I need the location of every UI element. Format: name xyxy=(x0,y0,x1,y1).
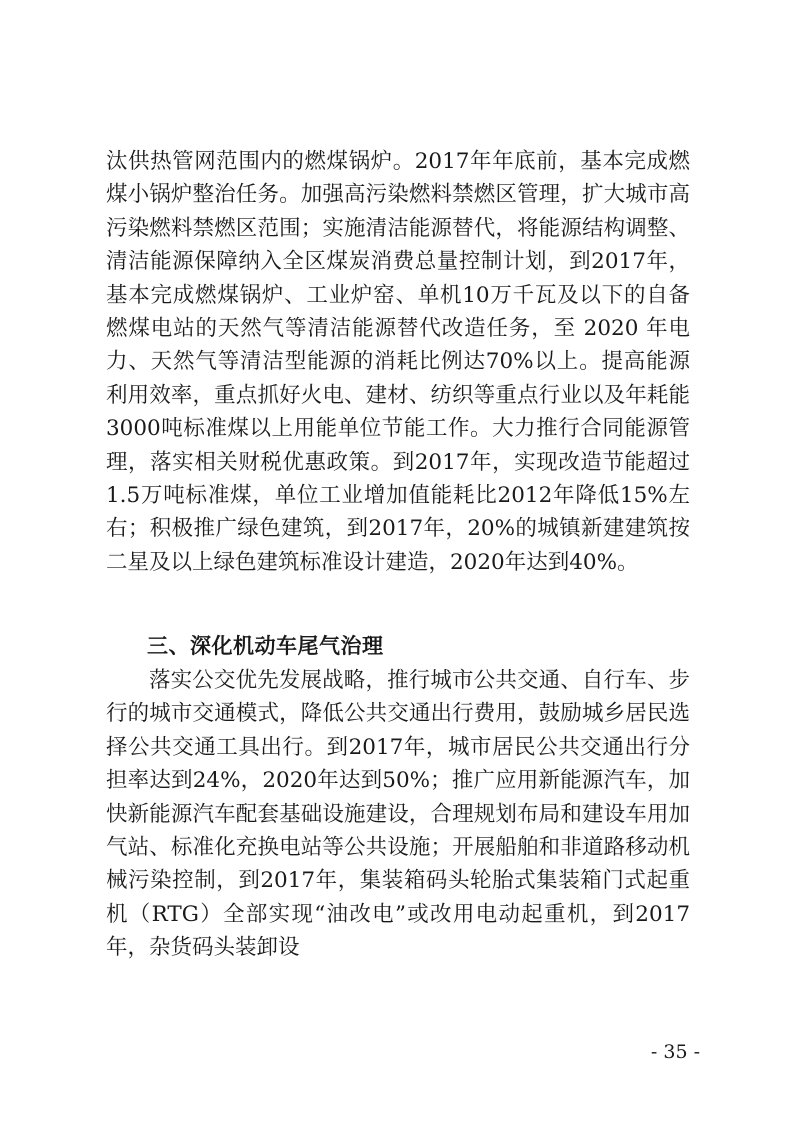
section-heading: 三、深化机动车尾气治理 xyxy=(147,634,384,658)
body-paragraph-1: 汰供热管网范围内的燃煤锅炉。2017年年底前，基本完成燃煤小锅炉整治任务。加强高污染燃料禁燃区管理，扩大城市高污染燃料禁燃区范围；实施清洁能源替代，将能源结构调整、清洁能源保障纳入全区煤炭消费总量控制计划，到2017年，基本完成燃煤锅炉、工业炉窑、单机10万千瓦及以下的自备燃煤电站的天然气等清洁能源替代改造任务，至 2020 年电力、天然气等清洁型能源的消耗比例达70%以上。提高能源利用效率，重点抓好火电、建材、纺织等重点行业以及年耗能3000吨标准煤以上用能单位节能工作。大力推行合同能源管理，落实相关财税优惠政策。到2017年，实现改造节能超过1.5万吨标准煤，单位工业增加值能耗比2012年降低15%左右；积极推广绿色建筑，到2017年，20%的城镇新建建筑按二星及以上绿色建筑标准设计建造，2020年达到40%。 xyxy=(106,149,690,575)
page-number: - 35 - xyxy=(650,1041,700,1063)
body-paragraph-2: 落实公交优先发展战略，推行城市公共交通、自行车、步行的城市交通模式，降低公共交通出行费用，鼓励城乡居民选择公共交通工具出行。到2017年，城市居民公共交通出行分担率达到24%，2020年达到50%；推广应用新能源汽车，加快新能源汽车配套基础设施建设，合理规划布局和建设车用加气站、标准化充换电站等公共设施；开展船舶和非道路移动机械污染控制，到2017年，集装箱码头轮胎式集装箱门式起重机（RTG）全部实现“油改电”或改用电动起重机，到2017年，杂货码头装卸设 xyxy=(106,668,690,961)
